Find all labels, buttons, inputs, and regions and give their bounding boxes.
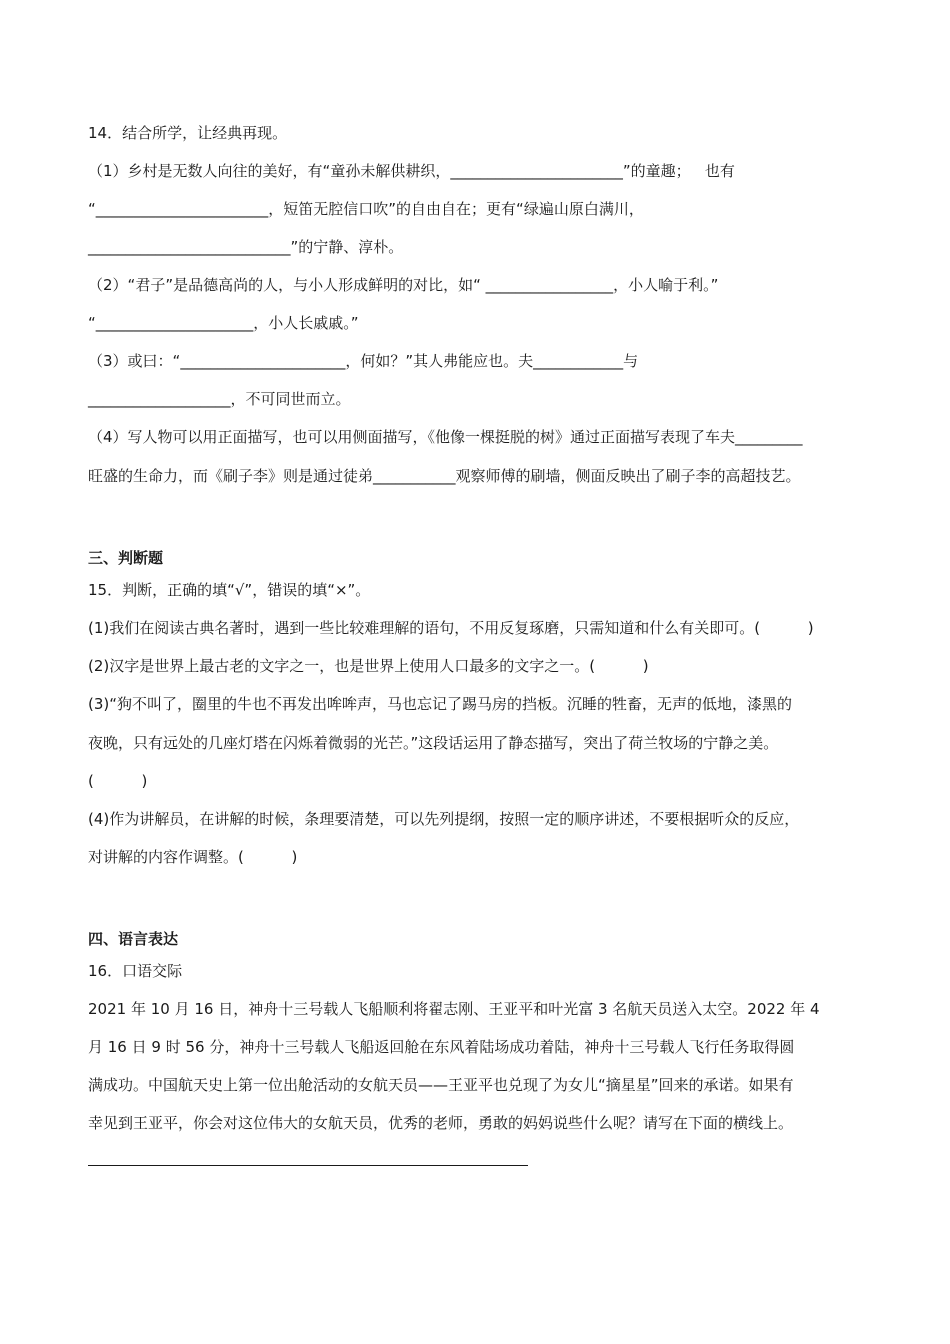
- q15-item-4-line1: (4)作为讲解员，在讲解的时候，条理要清楚，可以先列提纲，按照一定的顺序讲述，不要根据听众的反应，: [88, 810, 800, 828]
- answer-line[interactable]: [88, 1165, 528, 1166]
- q15-item-2: (2)汉字是世界上最古老的文字之一，也是世界上使用人口最多的文字之一。( ): [88, 657, 649, 675]
- q14-part4-line1: （4）写人物可以用正面描写，也可以用侧面描写，《他像一棵挺脱的树》通过正面描写表现了车夫_________: [88, 428, 803, 446]
- q14-title: 14．结合所学，让经典再现。: [88, 124, 288, 142]
- q15-item-4-line2: 对讲解的内容作调整。( ): [88, 848, 298, 866]
- q14-part4-line2: 旺盛的生命力，而《刷子李》则是通过徒弟___________观察师傅的刷墙，侧面反映出了刷子李的高超技艺。: [88, 467, 801, 485]
- q14-part2-line1: （2）“君子”是品德高尚的人，与小人形成鲜明的对比，如“ _________________，小人喻于利。”: [88, 276, 719, 294]
- q15-title: 15．判断，正确的填“√”，错误的填“×”。: [88, 581, 371, 599]
- q16-paragraph-line3: 满成功。中国航天史上第一位出舱活动的女航天员——王亚平也兑现了为女儿“摘星星”回来的承诺。如果有: [88, 1076, 794, 1094]
- q16-paragraph-line4: 幸见到王亚平，你会对这位伟大的女航天员，优秀的老师，勇敢的妈妈说些什么呢？请写在下面的横线上。: [88, 1114, 794, 1132]
- q14-part1-line3: ___________________________”的宁静、淳朴。: [88, 238, 404, 256]
- q15-item-1: (1)我们在阅读古典名著时，遇到一些比较难理解的语句，不用反复琢磨，只需知道和什么有关即可。( ): [88, 619, 814, 637]
- q14-part1-line2: “_______________________，短笛无腔信口吹”的自由自在；更有“绿遍山原白满川，: [88, 200, 644, 218]
- q14-part2-line2: “_____________________，小人长戚戚。”: [88, 314, 359, 332]
- q15-item-3-line1: (3)“狗不叫了，圈里的牛也不再发出哞哞声，马也忘记了踢马房的挡板。沉睡的牲畜，无声的低地，漆黑的: [88, 695, 793, 713]
- q15-item-3-line2: 夜晚，只有远处的几座灯塔在闪烁着微弱的光芒。”这段话运用了静态描写，突出了荷兰牧场的宁静之美。: [88, 734, 779, 752]
- q14-part3-line1: （3）或曰：“______________________，何如？”其人弗能应也。夫____________与: [88, 352, 639, 370]
- section-heading: 四、语言表达: [88, 930, 179, 948]
- q16-paragraph-line2: 月 16 日 9 时 56 分，神舟十三号载人飞船返回舱在东风着陆场成功着陆，神舟十三号载人飞行任务取得圆: [88, 1038, 795, 1056]
- q15-item-3-line3: ( ): [88, 772, 148, 790]
- q14-part1-line1: （1）乡村是无数人向往的美好，有“童孙未解供耕织，_______________________”的童趣； 也有: [88, 162, 735, 180]
- q14-part3-line2: ___________________，不可同世而立。: [88, 390, 351, 408]
- section-heading: 三、判断题: [88, 549, 164, 567]
- q16-title: 16．口语交际: [88, 962, 183, 980]
- q16-paragraph-line1: 2021 年 10 月 16 日，神舟十三号载人飞船顺利将翟志刚、王亚平和叶光富 3 名航天员送入太空。2022 年 4: [88, 1000, 820, 1018]
